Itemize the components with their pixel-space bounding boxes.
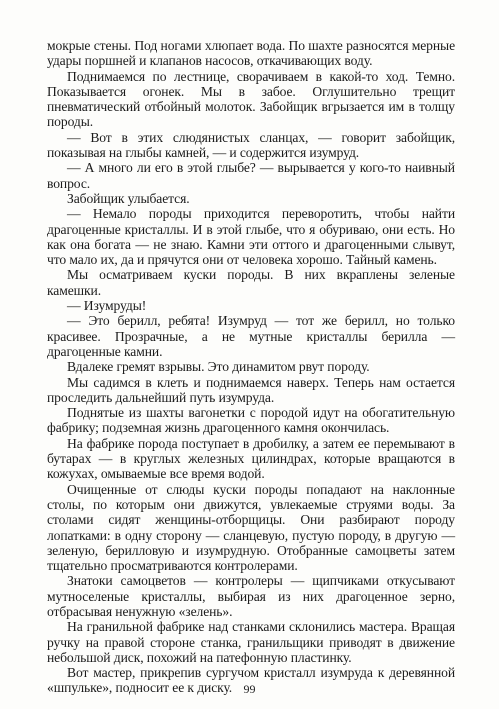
- page-number: 99: [243, 682, 256, 696]
- paragraph: Мы садимся в клеть и поднимаемся наверх. Теперь нам остается проследить дальнейший путь изумруда.: [47, 374, 455, 405]
- paragraph: Мы осматриваем куски породы. В них вкраплены зеленые камешки.: [47, 267, 455, 298]
- paragraph: Вот мастер, прикрепив сургучом кристалл изумруда к деревянной «шпульке», подносит ее к диску.: [47, 665, 455, 696]
- paragraph: Вдалеке гремят взрывы. Это динамитом рвут породу.: [67, 359, 370, 375]
- paragraph: — Вот в этих слюдянистых сланцах, — говорит забойщик, показывая на глыбы камней, — и содержится изумруд.: [47, 129, 455, 161]
- paragraph: Очищенные от слюды куски породы попадают на наклонные столы, по которым они движутся, увлекаемые струями воды. За столами сидят женщины-отборщицы. Они разбирают породу лопатками: в одну сторону — сланцевую, пустую породу, в другую — зеленую, берилловую и изумрудную. Отобранные самоцветы затем тщательно просматриваются контролерами.: [47, 481, 455, 574]
- paragraph: Знатоки самоцветов — контролеры — щипчиками откусывают мутноселеные кристаллы, выбирая из них драгоценное зерно, отбрасывая ненужную «зелень».: [47, 573, 455, 619]
- paragraph: На гранильной фабрике над станками склонились мастера. Вращая ручку на правой стороне станка, гранильщики приводят в движение небольшой диск, похожий на патефонную пластинку.: [47, 619, 455, 665]
- paragraph: — Это берилл, ребята! Изумруд — тот же берилл, но только красивее. Прозрачные, а не мутные кристаллы берилла — драгоценные камни.: [47, 313, 455, 359]
- paragraph: Поднимаемся по лестнице, сворачиваем в какой-то ход. Темно. Показывается огонек. Мы в забое. Оглушительно трещит пневматический отбойный молоток. Забойщик вгрызается им в толщу породы.: [47, 68, 455, 130]
- paragraph: — Немало породы приходится переворотить, чтобы найти драгоценные кристаллы. И в этой глыбе, что я обуриваю, они есть. Но как она богата — не знаю. Камни эти оттого и драгоценными слывут, что мало их, да и прячутся они от человека хорошо. Тайный камень.: [47, 206, 455, 268]
- page-body-text: [47, 38, 455, 696]
- paragraph: Поднятые из шахты вагонетки с породой идут на обогатительную фабрику; подземная жизнь драгоценного камня окончилась.: [47, 405, 455, 436]
- paragraph: — Изумруды!: [67, 298, 147, 314]
- paragraph: мокрые стены. Под ногами хлюпает вода. По шахте разносятся мерные удары поршней и клапанов насосов, откачивающих воду.: [47, 38, 455, 69]
- paragraph: На фабрике порода поступает в дробилку, а затем ее перемывают в бутарах — в круглых железных цилиндрах, которые вращаются в кожухах, омываемые все время водой.: [47, 435, 455, 482]
- paragraph: — А много ли его в этой глыбе? — вырывается у кого-то наивный вопрос.: [47, 160, 455, 191]
- paragraph: Забойщик улыбается.: [67, 190, 190, 206]
